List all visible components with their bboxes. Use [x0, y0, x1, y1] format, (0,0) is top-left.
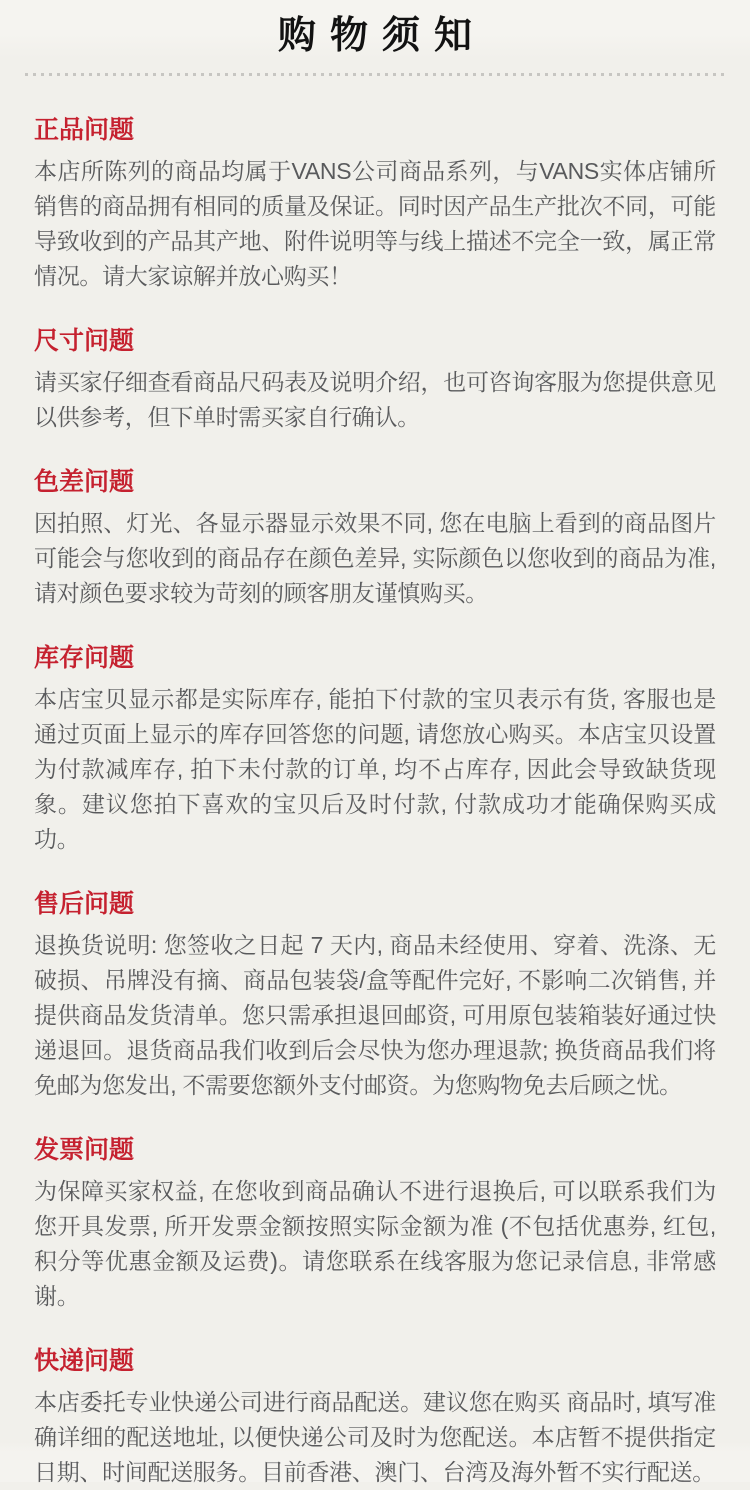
- section-heading: 正品问题: [34, 116, 135, 144]
- notice-section-shipping: [34, 1347, 716, 1490]
- section-body: 因拍照、灯光、各显示器显示效果不同, 您在电脑上看到的商品图片可能会与您收到的商品存在颜色差异, 实际颜色以您收到的商品为准, 请对颜色要求较为苛刻的顾客朋友谨慎购买。: [34, 510, 716, 606]
- section-heading: 售后问题: [34, 890, 135, 918]
- section-body: 本店委托专业快递公司进行商品配送。建议您在购买 商品时, 填写准确详细的配送地址, 以便快递公司及时为您配送。本店暂不提供指定日期、时间配送服务。目前香港、澳门、台湾及海外暂不实行配送。: [34, 1389, 716, 1485]
- section-body: 本店宝贝显示都是实际库存, 能拍下付款的宝贝表示有货, 客服也是通过页面上显示的库存回答您的问题, 请您放心购买。本店宝贝设置为付款减库存, 拍下未付款的订单, 均不占库存, 因此会导致缺货现象。建议您拍下喜欢的宝贝后及时付款, 付款成功才能确保购买成功。: [34, 686, 716, 852]
- notice-section-inventory: [34, 644, 716, 857]
- section-body: 为保障买家权益, 在您收到商品确认不进行退换后, 可以联系我们为您开具发票, 所开发票金额按照实际金额为准 (不包括优惠券, 红包, 积分等优惠金额及运费)。请您联系在线客服为您记录信息, 非常感谢。: [34, 1178, 716, 1309]
- section-heading: 色差问题: [34, 468, 135, 496]
- notice-sections: [34, 116, 716, 1490]
- section-heading: 快递问题: [34, 1347, 135, 1375]
- notice-section-authenticity: [34, 116, 716, 294]
- section-body: 请买家仔细查看商品尺码表及说明介绍，也可咨询客服为您提供意见以供参考，但下单时需买家自行确认。: [34, 369, 716, 430]
- notice-section-invoice: [34, 1136, 716, 1314]
- section-heading: 库存问题: [34, 644, 135, 672]
- dotted-divider: [25, 73, 725, 76]
- page-title: 购物须知: [277, 15, 486, 57]
- section-body: 本店所陈列的商品均属于VANS公司商品系列，与VANS实体店铺所销售的商品拥有相同的质量及保证。同时因产品生产批次不同，可能导致收到的产品其产地、附件说明等与线上描述不完全一致，属正常情况。请大家谅解并放心购买！: [34, 158, 716, 289]
- notice-section-sizing: [34, 327, 716, 435]
- notice-section-color-difference: [34, 468, 716, 611]
- section-body: 退换货说明: 您签收之日起 7 天内, 商品未经使用、穿着、洗涤、无破损、吊牌没有摘、商品包装袋/盒等配件完好, 不影响二次销售, 并提供商品发货清单。您只需承担退回邮资, 可用原包装箱装好通过快递退回。退货商品我们收到后会尽快为您办理退款; 换货商品我们将免邮为您发出, 不需要您额外支付邮资。为您购物免去后顾之忧。: [34, 932, 716, 1098]
- section-heading: 尺寸问题: [34, 327, 135, 355]
- notice-section-after-sales: [34, 890, 716, 1103]
- section-heading: 发票问题: [34, 1136, 135, 1164]
